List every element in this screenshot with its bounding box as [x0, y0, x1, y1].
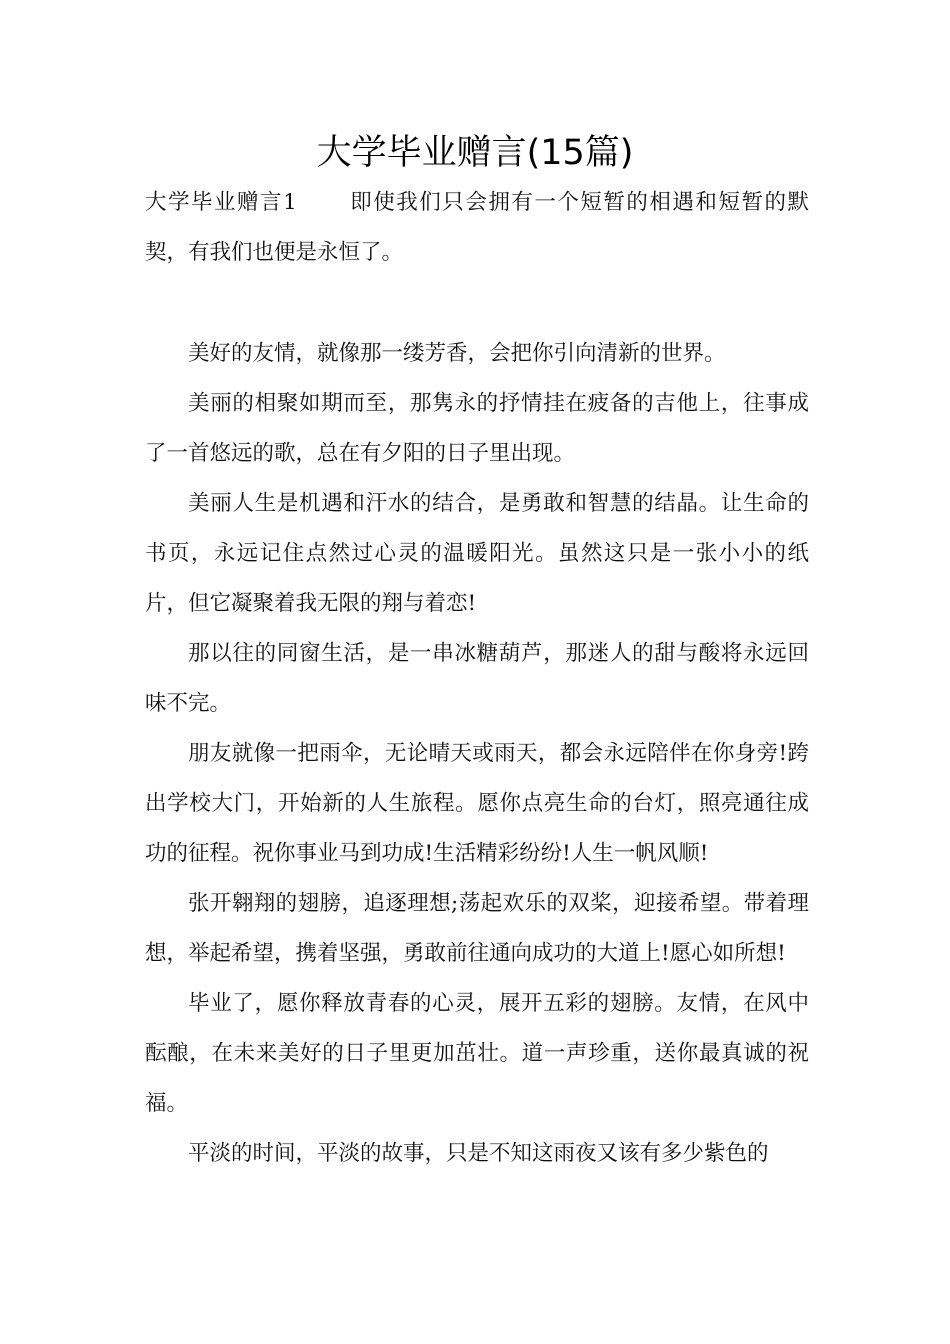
paragraph: 美丽人生是机遇和汗水的结合，是勇敢和智慧的结晶。让生命的书页，永远记住点然过心灵的温暖阳光。虽然这只是一张小小的纸片，但它凝聚着我无限的翔与着恋!	[145, 491, 809, 616]
paragraph: 平淡的时间，平淡的故事，只是不知这雨夜又该有多少紫色的	[188, 1141, 769, 1166]
section-label: 大学毕业赠言1	[145, 190, 297, 215]
paragraph: 美丽的相聚如期而至，那隽永的抒情挂在疲备的吉他上，往事成了一首悠远的歌，总在有夕阳的日子里出现。	[145, 391, 809, 466]
paragraph: 美好的友情，就像那一缕芳香，会把你引向清新的世界。	[188, 341, 726, 366]
document-title: 大学毕业赠言(15篇)	[316, 133, 634, 173]
body-paragraphs	[145, 329, 809, 1179]
paragraph: 那以往的同窗生活，是一串冰糖葫芦，那迷人的甜与酸将永远回味不完。	[145, 641, 809, 716]
intro-paragraph	[145, 178, 809, 278]
paragraph: 毕业了，愿你释放青春的心灵，展开五彩的翅膀。友情，在风中酝酿，在未来美好的日子里更加茁壮。道一声珍重，送你最真诚的祝福。	[145, 991, 809, 1116]
intro-text: 即使我们只会拥有一个短暂的相遇和短暂的默契，有我们也便是永恒了。	[145, 190, 809, 265]
paragraph: 朋友就像一把雨伞，无论晴天或雨天，都会永远陪伴在你身旁!跨出学校大门，开始新的人生旅程。愿你点亮生命的台灯，照亮通往成功的征程。祝你事业马到功成!生活精彩纷纷!人生一帆风顺!	[145, 741, 809, 866]
paragraph: 张开翱翔的翅膀，追逐理想;荡起欢乐的双桨，迎接希望。带着理想，举起希望，携着坚强，勇敢前往通向成功的大道上!愿心如所想!	[145, 891, 809, 966]
